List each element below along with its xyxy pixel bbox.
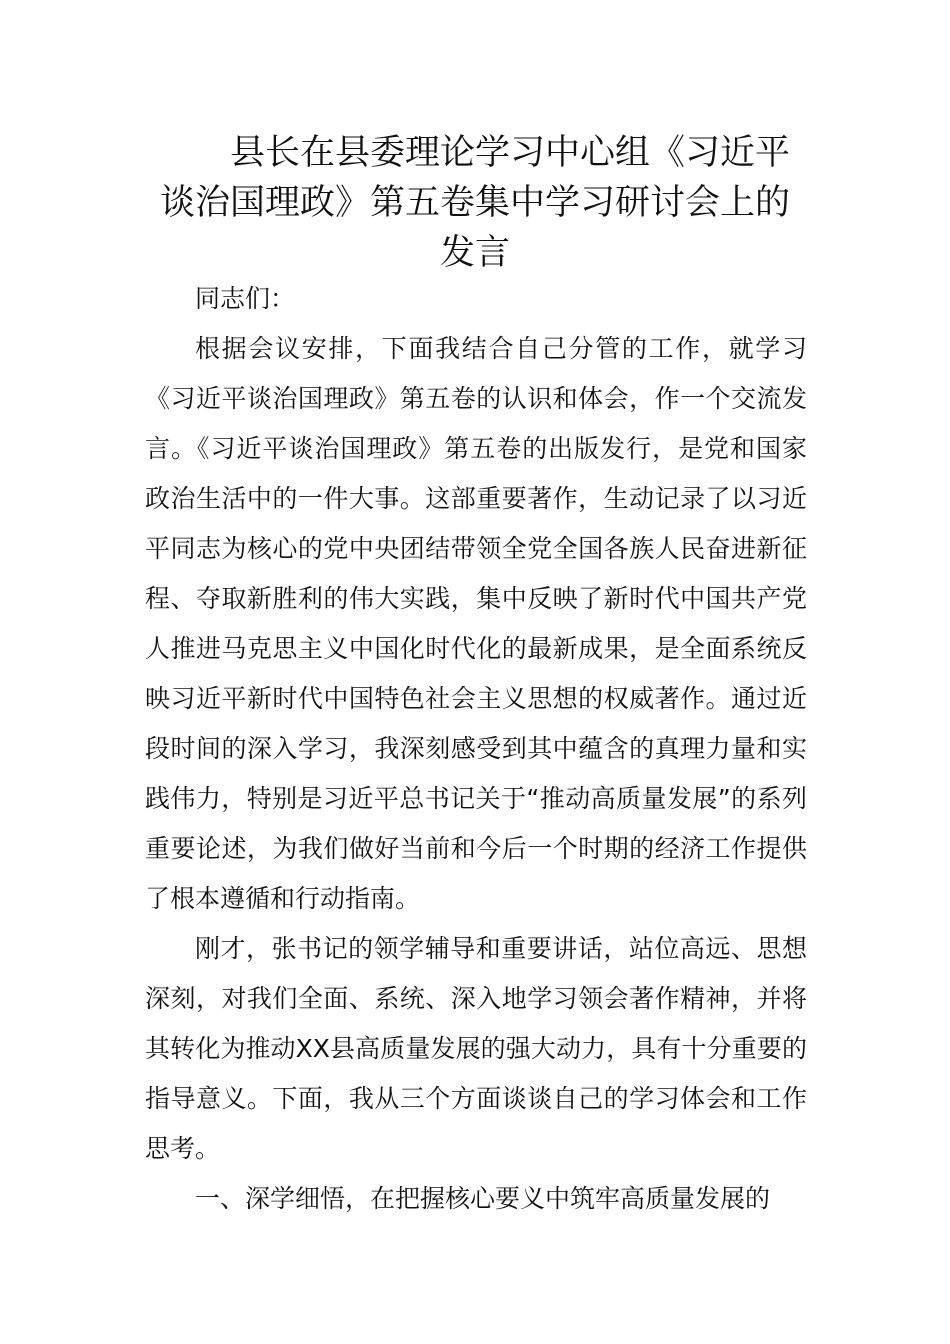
title-line: 发言	[439, 233, 510, 273]
document-body	[145, 274, 807, 1224]
salutation: 同志们：	[195, 284, 296, 313]
section-heading: 一、深学细悟，在把握核心要义中筑牢高质量发展的	[195, 1184, 771, 1213]
title-line: 县长在县委理论学习中心组《习近平	[229, 133, 790, 173]
paragraph: 刚才，张书记的领学辅导和重要讲话，站位高远、思想深刻，对我们全面、系统、深入地学习领会著作精神，并将其转化为推动XX县高质量发展的强大动力，具有十分重要的指导意义。下面，我从三个方面谈谈自己的学习体会和工作思考。	[145, 934, 807, 1163]
title-line: 谈治国理政》第五卷集中学习研讨会上的	[159, 183, 790, 223]
paragraph: 根据会议安排，下面我结合自己分管的工作，就学习《习近平谈治国理政》第五卷的认识和体会，作一个交流发言。《习近平谈治国理政》第五卷的出版发行，是党和国家政治生活中的一件大事。这部重要著作，生动记录了以习近平同志为核心的党中央团结带领全党全国各族人民奋进新征程、夺取新胜利的伟大实践，集中反映了新时代中国共产党人推进马克思主义中国化时代化的最新成果，是全面系统反映习近平新时代中国特色社会主义思想的权威著作。通过近段时间的深入学习，我深刻感受到其中蕴含的真理力量和实践伟力，特别是习近平总书记关于“推动高质量发展”的系列重要论述，为我们做好当前和今后一个时期的经济工作提供了根本遵循和行动指南。	[145, 334, 807, 913]
document-title	[145, 128, 805, 278]
